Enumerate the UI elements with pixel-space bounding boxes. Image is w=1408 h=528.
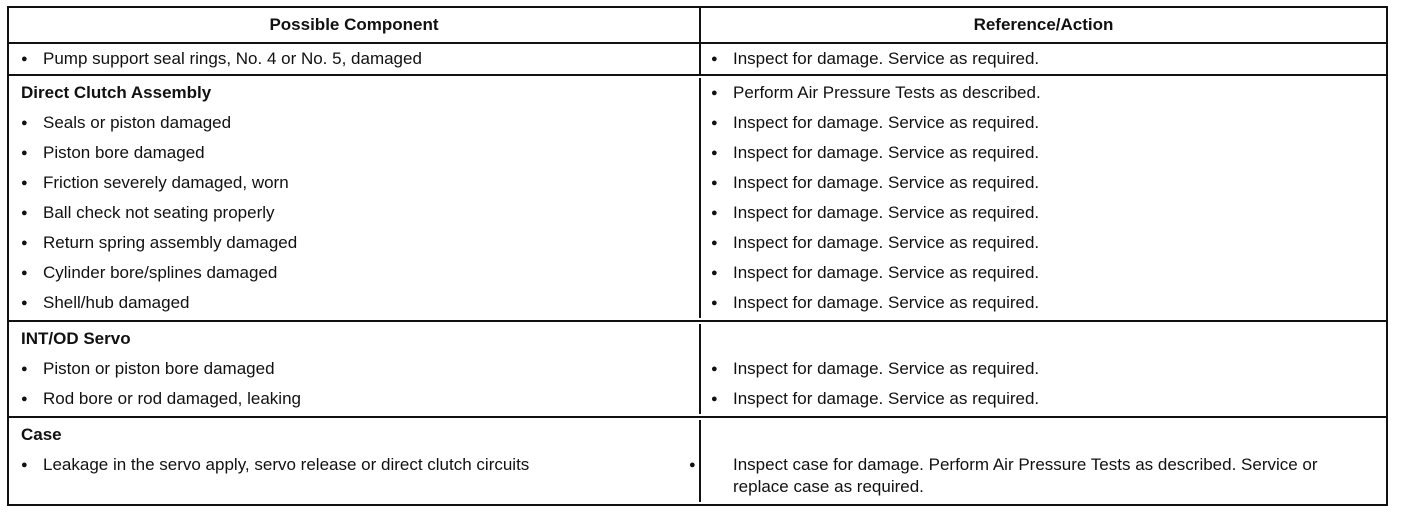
action-item: ● Inspect for damage. Service as required. — [711, 354, 1386, 384]
component-item: ● Friction severely damaged, worn — [21, 168, 699, 198]
header-possible-component: Possible Component — [9, 8, 701, 42]
table-row-pump — [9, 42, 1386, 74]
component-item: ● Pump support seal rings, No. 4 or No. 5, damaged — [21, 44, 699, 74]
section-heading: INT/OD Servo — [21, 329, 131, 348]
section-heading: Case — [21, 425, 62, 444]
action-item: ● Inspect for damage. Service as required. — [711, 108, 1386, 138]
component-item: ● Seals or piston damaged — [21, 108, 699, 138]
action-item: ● Inspect for damage. Service as required. — [711, 228, 1386, 258]
action-item: ● Inspect case for damage. Perform Air Pressure Tests as described. Service or replace case as required. — [711, 450, 1386, 498]
action-item: ● Inspect for damage. Service as required. — [711, 258, 1386, 288]
component-item: ● Cylinder bore/splines damaged — [21, 258, 699, 288]
table-row-servo — [9, 320, 1386, 416]
table-row-case — [9, 416, 1386, 504]
action-item: ● Perform Air Pressure Tests as described. — [711, 78, 1386, 108]
component-item: ● Shell/hub damaged — [21, 288, 699, 318]
action-item: ● Inspect for damage. Service as required. — [711, 288, 1386, 318]
diagnosis-table — [7, 6, 1388, 506]
table-row-direct-clutch — [9, 74, 1386, 320]
action-item: ● Inspect for damage. Service as required. — [711, 138, 1386, 168]
component-item: ● Ball check not seating properly — [21, 198, 699, 228]
empty-cell — [711, 324, 1386, 354]
component-item: ● Piston bore damaged — [21, 138, 699, 168]
component-item: ● Piston or piston bore damaged — [21, 354, 699, 384]
action-item: ● Inspect for damage. Service as required. — [711, 168, 1386, 198]
header-reference-action: Reference/Action — [973, 15, 1114, 34]
table-header-row — [9, 8, 1386, 42]
section-heading: Direct Clutch Assembly — [21, 83, 212, 102]
action-item: ● Inspect for damage. Service as required. — [711, 384, 1386, 414]
action-item: ● Inspect for damage. Service as required. — [711, 198, 1386, 228]
component-item: ● Leakage in the servo apply, servo release or direct clutch circuits — [21, 450, 699, 480]
component-item: ● Rod bore or rod damaged, leaking — [21, 384, 699, 414]
component-item: ● Return spring assembly damaged — [21, 228, 699, 258]
action-item: ● Inspect for damage. Service as required. — [711, 44, 1386, 74]
empty-cell — [711, 420, 1386, 450]
